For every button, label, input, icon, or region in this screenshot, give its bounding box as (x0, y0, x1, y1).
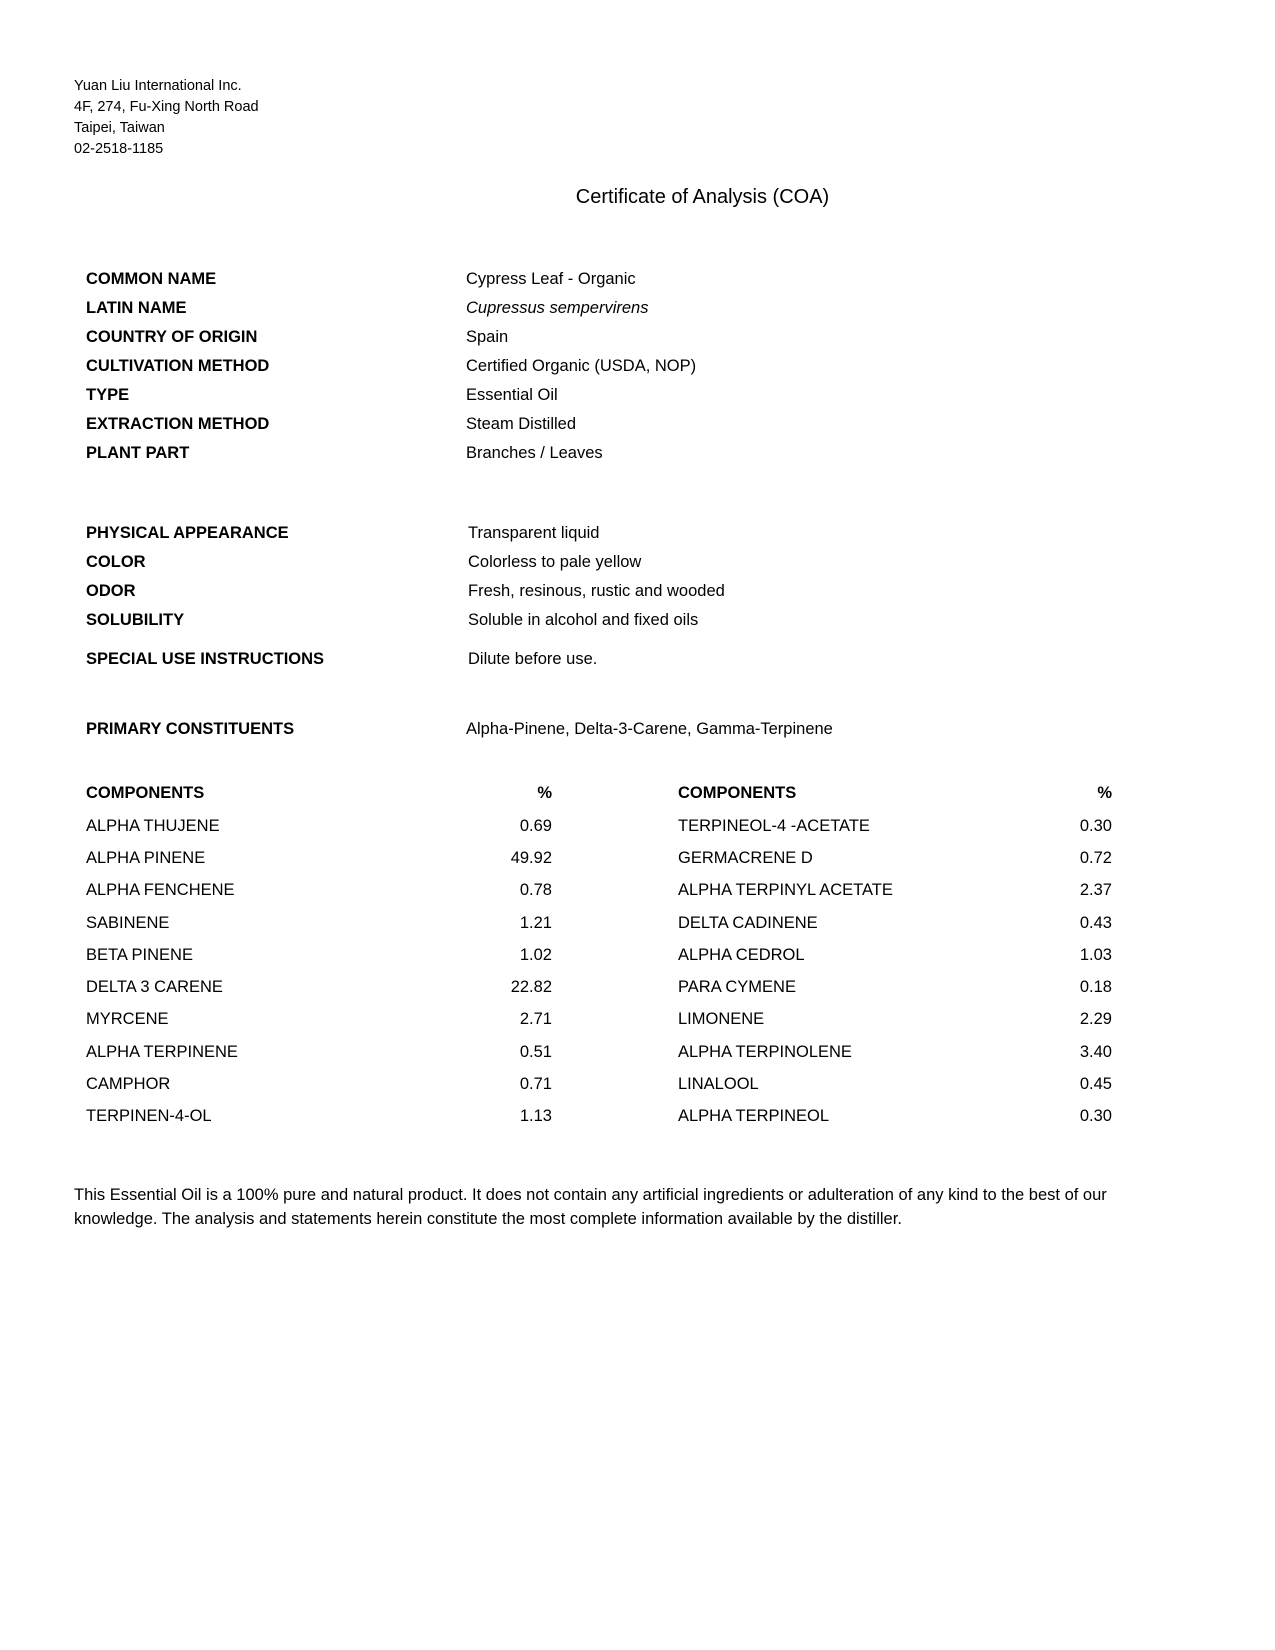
info-row-color (86, 548, 1086, 577)
info-row-common-name (86, 265, 1086, 294)
info-label: EXTRACTION METHOD (86, 415, 270, 433)
company-phone: 02-2518-1185 (74, 141, 164, 157)
info-value: Colorless to pale yellow (468, 553, 642, 571)
component-name: SABINENE (86, 913, 170, 932)
table-row (86, 1004, 552, 1036)
info-label: TYPE (86, 386, 130, 404)
component-pct: 0.71 (519, 1075, 552, 1094)
info-value: Cupressus sempervirens (466, 299, 649, 317)
table-row (678, 1036, 1112, 1068)
component-pct: 22.82 (510, 978, 552, 997)
info-label: CULTIVATION METHOD (86, 357, 270, 375)
components-header-pct: % (537, 783, 552, 802)
table-row (678, 939, 1112, 971)
info-value: Spain (466, 328, 509, 346)
component-name: CAMPHOR (86, 1075, 171, 1094)
info-value: Alpha-Pinene, Delta-3-Carene, Gamma-Terpinene (466, 720, 833, 738)
component-name: ALPHA TERPINENE (86, 1042, 238, 1061)
components-table-left (86, 776, 552, 1133)
component-name: ALPHA TERPINOLENE (678, 1042, 852, 1061)
disclaimer (74, 1183, 1204, 1231)
info-label: COLOR (86, 553, 146, 571)
info-value: Branches / Leaves (466, 444, 603, 462)
component-name: TERPINEN-4-OL (86, 1107, 212, 1126)
info-value: Cypress Leaf - Organic (466, 270, 636, 288)
component-pct: 2.37 (1079, 881, 1112, 900)
table-row (678, 1101, 1112, 1133)
component-pct: 0.30 (1079, 1107, 1112, 1126)
component-name: ALPHA TERPINEOL (678, 1107, 830, 1126)
table-row (86, 842, 552, 874)
table-row (86, 875, 552, 907)
company-address-block (74, 76, 259, 160)
component-name: ALPHA THUJENE (86, 816, 220, 835)
component-pct: 0.69 (519, 816, 552, 835)
component-name: TERPINEOL-4 -ACETATE (678, 816, 870, 835)
component-pct: 2.29 (1079, 1010, 1112, 1029)
info-label: LATIN NAME (86, 299, 187, 317)
component-pct: 49.92 (510, 848, 552, 867)
physical-info (86, 519, 1086, 635)
component-pct: 2.71 (519, 1010, 552, 1029)
component-pct: 0.18 (1079, 978, 1112, 997)
company-address-line-1: 4F, 274, Fu-Xing North Road (74, 99, 259, 115)
component-name: ALPHA PINENE (86, 848, 206, 867)
component-name: BETA PINENE (86, 945, 193, 964)
disclaimer-line-2: knowledge. The analysis and statements herein constitute the most complete information available by the distiller. (74, 1210, 902, 1228)
component-pct: 0.43 (1079, 913, 1112, 932)
product-info (86, 265, 1086, 468)
component-pct: 1.13 (519, 1107, 552, 1126)
components-header (86, 776, 552, 810)
info-value: Soluble in alcohol and fixed oils (468, 611, 699, 629)
info-value: Transparent liquid (468, 524, 600, 542)
component-pct: 0.51 (519, 1042, 552, 1061)
page-title: Certificate of Analysis (COA) (575, 186, 830, 208)
table-row (86, 1068, 552, 1100)
component-name: DELTA CADINENE (678, 913, 818, 932)
components-header-name: COMPONENTS (86, 783, 205, 802)
table-row (86, 1036, 552, 1068)
components-header (678, 776, 1112, 810)
special-use-section (86, 645, 1086, 674)
info-row-type (86, 381, 1086, 410)
table-row (86, 939, 552, 971)
info-label: COMMON NAME (86, 270, 217, 288)
component-pct: 1.03 (1079, 945, 1112, 964)
info-row-country-of-origin (86, 323, 1086, 352)
info-label: SOLUBILITY (86, 611, 185, 629)
info-label: COUNTRY OF ORIGIN (86, 328, 258, 346)
info-label: PRIMARY CONSTITUENTS (86, 720, 295, 738)
component-name: MYRCENE (86, 1010, 169, 1029)
info-row-plant-part (86, 439, 1086, 468)
component-name: LIMONENE (678, 1010, 765, 1029)
info-value: Certified Organic (USDA, NOP) (466, 357, 697, 375)
component-name: ALPHA CEDROL (678, 945, 805, 964)
info-value: Steam Distilled (466, 415, 577, 433)
component-name: GERMACRENE D (678, 848, 813, 867)
table-row (86, 810, 552, 842)
component-name: ALPHA FENCHENE (86, 881, 235, 900)
component-name: ALPHA TERPINYL ACETATE (678, 881, 893, 900)
component-pct: 0.45 (1079, 1075, 1112, 1094)
info-label: SPECIAL USE INSTRUCTIONS (86, 650, 325, 668)
component-pct: 0.72 (1079, 848, 1112, 867)
info-label: ODOR (86, 582, 136, 600)
info-row-odor (86, 577, 1086, 606)
info-value: Fresh, resinous, rustic and wooded (468, 582, 725, 600)
disclaimer-line-1: This Essential Oil is a 100% pure and natural product. It does not contain any artificial ingredients or adulteration of any kind to the best of our (74, 1186, 1107, 1204)
components-header-pct: % (1097, 783, 1112, 802)
table-row (678, 810, 1112, 842)
component-pct: 0.78 (519, 881, 552, 900)
info-value: Dilute before use. (468, 650, 598, 668)
info-row-extraction-method (86, 410, 1086, 439)
component-name: DELTA 3 CARENE (86, 978, 223, 997)
table-row (678, 1004, 1112, 1036)
info-row-cultivation-method (86, 352, 1086, 381)
component-pct: 1.02 (519, 945, 552, 964)
table-row (678, 907, 1112, 939)
component-pct: 0.30 (1079, 816, 1112, 835)
components-header-name: COMPONENTS (678, 783, 797, 802)
component-pct: 1.21 (519, 913, 552, 932)
table-row (86, 1101, 552, 1133)
table-row (86, 971, 552, 1003)
info-label: PLANT PART (86, 444, 190, 462)
component-name: LINALOOL (678, 1075, 759, 1094)
info-row-physical-appearance (86, 519, 1086, 548)
component-name: PARA CYMENE (678, 978, 796, 997)
table-row (678, 1068, 1112, 1100)
table-row (678, 971, 1112, 1003)
table-row (678, 842, 1112, 874)
info-row-primary-constituents (86, 715, 1086, 744)
company-address-line-2: Taipei, Taiwan (74, 120, 165, 136)
info-row-latin-name (86, 294, 1086, 323)
table-row (86, 907, 552, 939)
company-name: Yuan Liu International Inc. (74, 78, 242, 94)
info-label: PHYSICAL APPEARANCE (86, 524, 289, 542)
component-pct: 3.40 (1079, 1042, 1112, 1061)
table-row (678, 875, 1112, 907)
info-row-special-use (86, 645, 1086, 674)
components-table-right (678, 776, 1112, 1133)
info-row-solubility (86, 606, 1086, 635)
primary-constituents-section (86, 715, 1086, 744)
info-value: Essential Oil (466, 386, 558, 404)
